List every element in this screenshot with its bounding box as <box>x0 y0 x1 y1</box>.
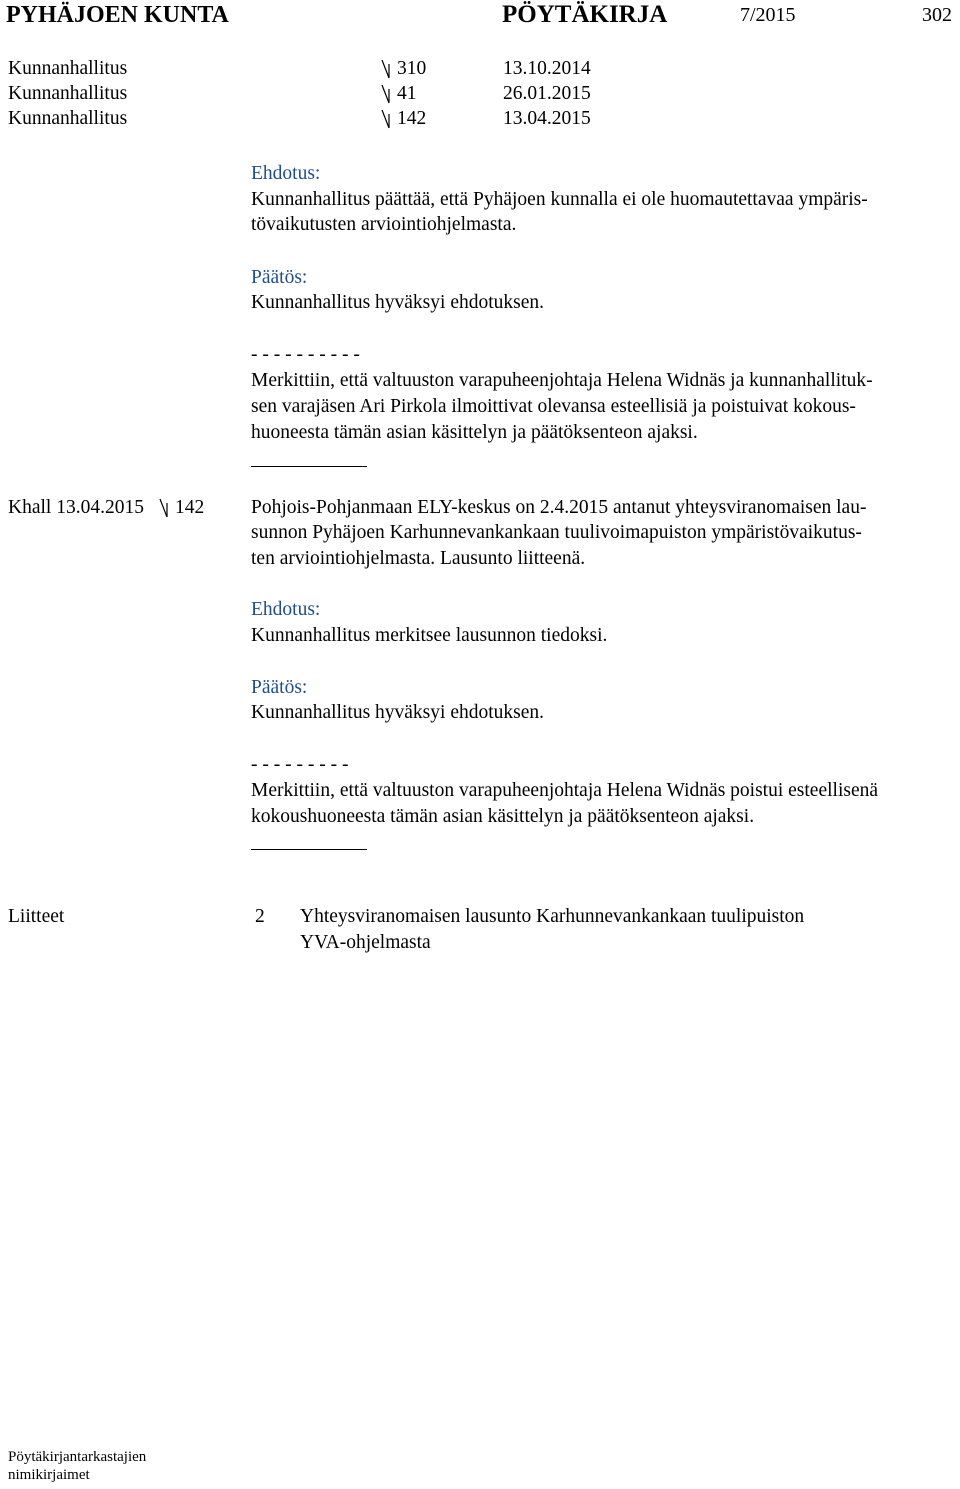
attachment-number: 2 <box>255 906 265 927</box>
attachments-label: Liitteet <box>8 906 65 927</box>
proposal-text-line: tövaikutusten arviointiohjelmasta. <box>251 214 517 235</box>
section-mark-icon <box>381 83 391 105</box>
decision-label: Päätös: <box>251 677 308 698</box>
proposal-text-line: Kunnanhallitus päättää, että Pyhäjoen kunnalla ei ole huomautettavaa ympäris- <box>251 189 868 210</box>
organization-name: PYHÄJOEN KUNTA <box>6 2 229 28</box>
body-text-line: ten arviointiohjelmasta. Lausunto liitteenä. <box>251 548 586 569</box>
section-end-rule <box>251 466 367 467</box>
note-text-line: Merkittiin, että valtuuston varapuheenjohtaja Helena Widnäs poistui esteellisenä <box>251 780 879 801</box>
decision-label: Päätös: <box>251 267 308 288</box>
meeting-number: 7/2015 <box>740 4 796 26</box>
history-body: Kunnanhallitus <box>8 108 128 129</box>
decision-text: Kunnanhallitus hyväksyi ehdotuksen. <box>251 702 545 723</box>
proposal-label: Ehdotus: <box>251 163 321 184</box>
page-number: 302 <box>922 4 952 26</box>
section-mark-icon <box>159 497 169 519</box>
history-body: Kunnanhallitus <box>8 58 128 79</box>
proposal-text: Kunnanhallitus merkitsee lausunnon tiedoksi. <box>251 625 608 646</box>
body-text-line: Pohjois-Pohjanmaan ELY-keskus on 2.4.2015 antanut yhteysviranomaisen lau- <box>251 497 867 518</box>
body-text-line: sunnon Pyhäjoen Karhunnevankankaan tuulivoimapuiston ympäristövaikutus- <box>251 522 862 543</box>
note-text-line: Merkittiin, että valtuuston varapuheenjohtaja Helena Widnäs ja kunnanhallituk- <box>251 370 873 391</box>
history-date: 13.04.2015 <box>503 108 591 129</box>
history-date: 26.01.2015 <box>503 83 591 104</box>
history-section: 41 <box>397 83 417 104</box>
decision-text: Kunnanhallitus hyväksyi ehdotuksen. <box>251 292 545 313</box>
history-section: 142 <box>397 108 427 129</box>
section-mark-icon <box>381 58 391 80</box>
attachment-title-line: YVA-ohjelmasta <box>300 932 431 953</box>
attachment-title-line: Yhteysviranomaisen lausunto Karhunnevankankaan tuulipuiston <box>300 906 805 927</box>
section-end-rule <box>251 849 367 850</box>
section-reference-number: 142 <box>175 497 205 518</box>
note-text-line: huoneesta tämän asian käsittelyn ja päätöksenteon ajaksi. <box>251 422 698 443</box>
section-mark-icon <box>381 108 391 130</box>
document-type: PÖYTÄKIRJA <box>502 1 668 28</box>
proposal-label: Ehdotus: <box>251 599 321 620</box>
separator-dashes: - - - - - - - - - - <box>251 344 360 365</box>
section-reference: Khall 13.04.2015 <box>8 497 144 518</box>
footer-initials-label: nimikirjaimet <box>8 1467 90 1483</box>
note-text-line: sen varajäsen Ari Pirkola ilmoittivat olevansa esteellisiä ja poistuivat kokous- <box>251 396 856 417</box>
separator-dashes: - - - - - - - - - <box>251 754 349 775</box>
history-section: 310 <box>397 58 427 79</box>
history-date: 13.10.2014 <box>503 58 591 79</box>
note-text-line: kokoushuoneesta tämän asian käsittelyn ja päätöksenteon ajaksi. <box>251 806 755 827</box>
footer-initials-label: Pöytäkirjantarkastajien <box>8 1449 147 1465</box>
history-body: Kunnanhallitus <box>8 83 128 104</box>
